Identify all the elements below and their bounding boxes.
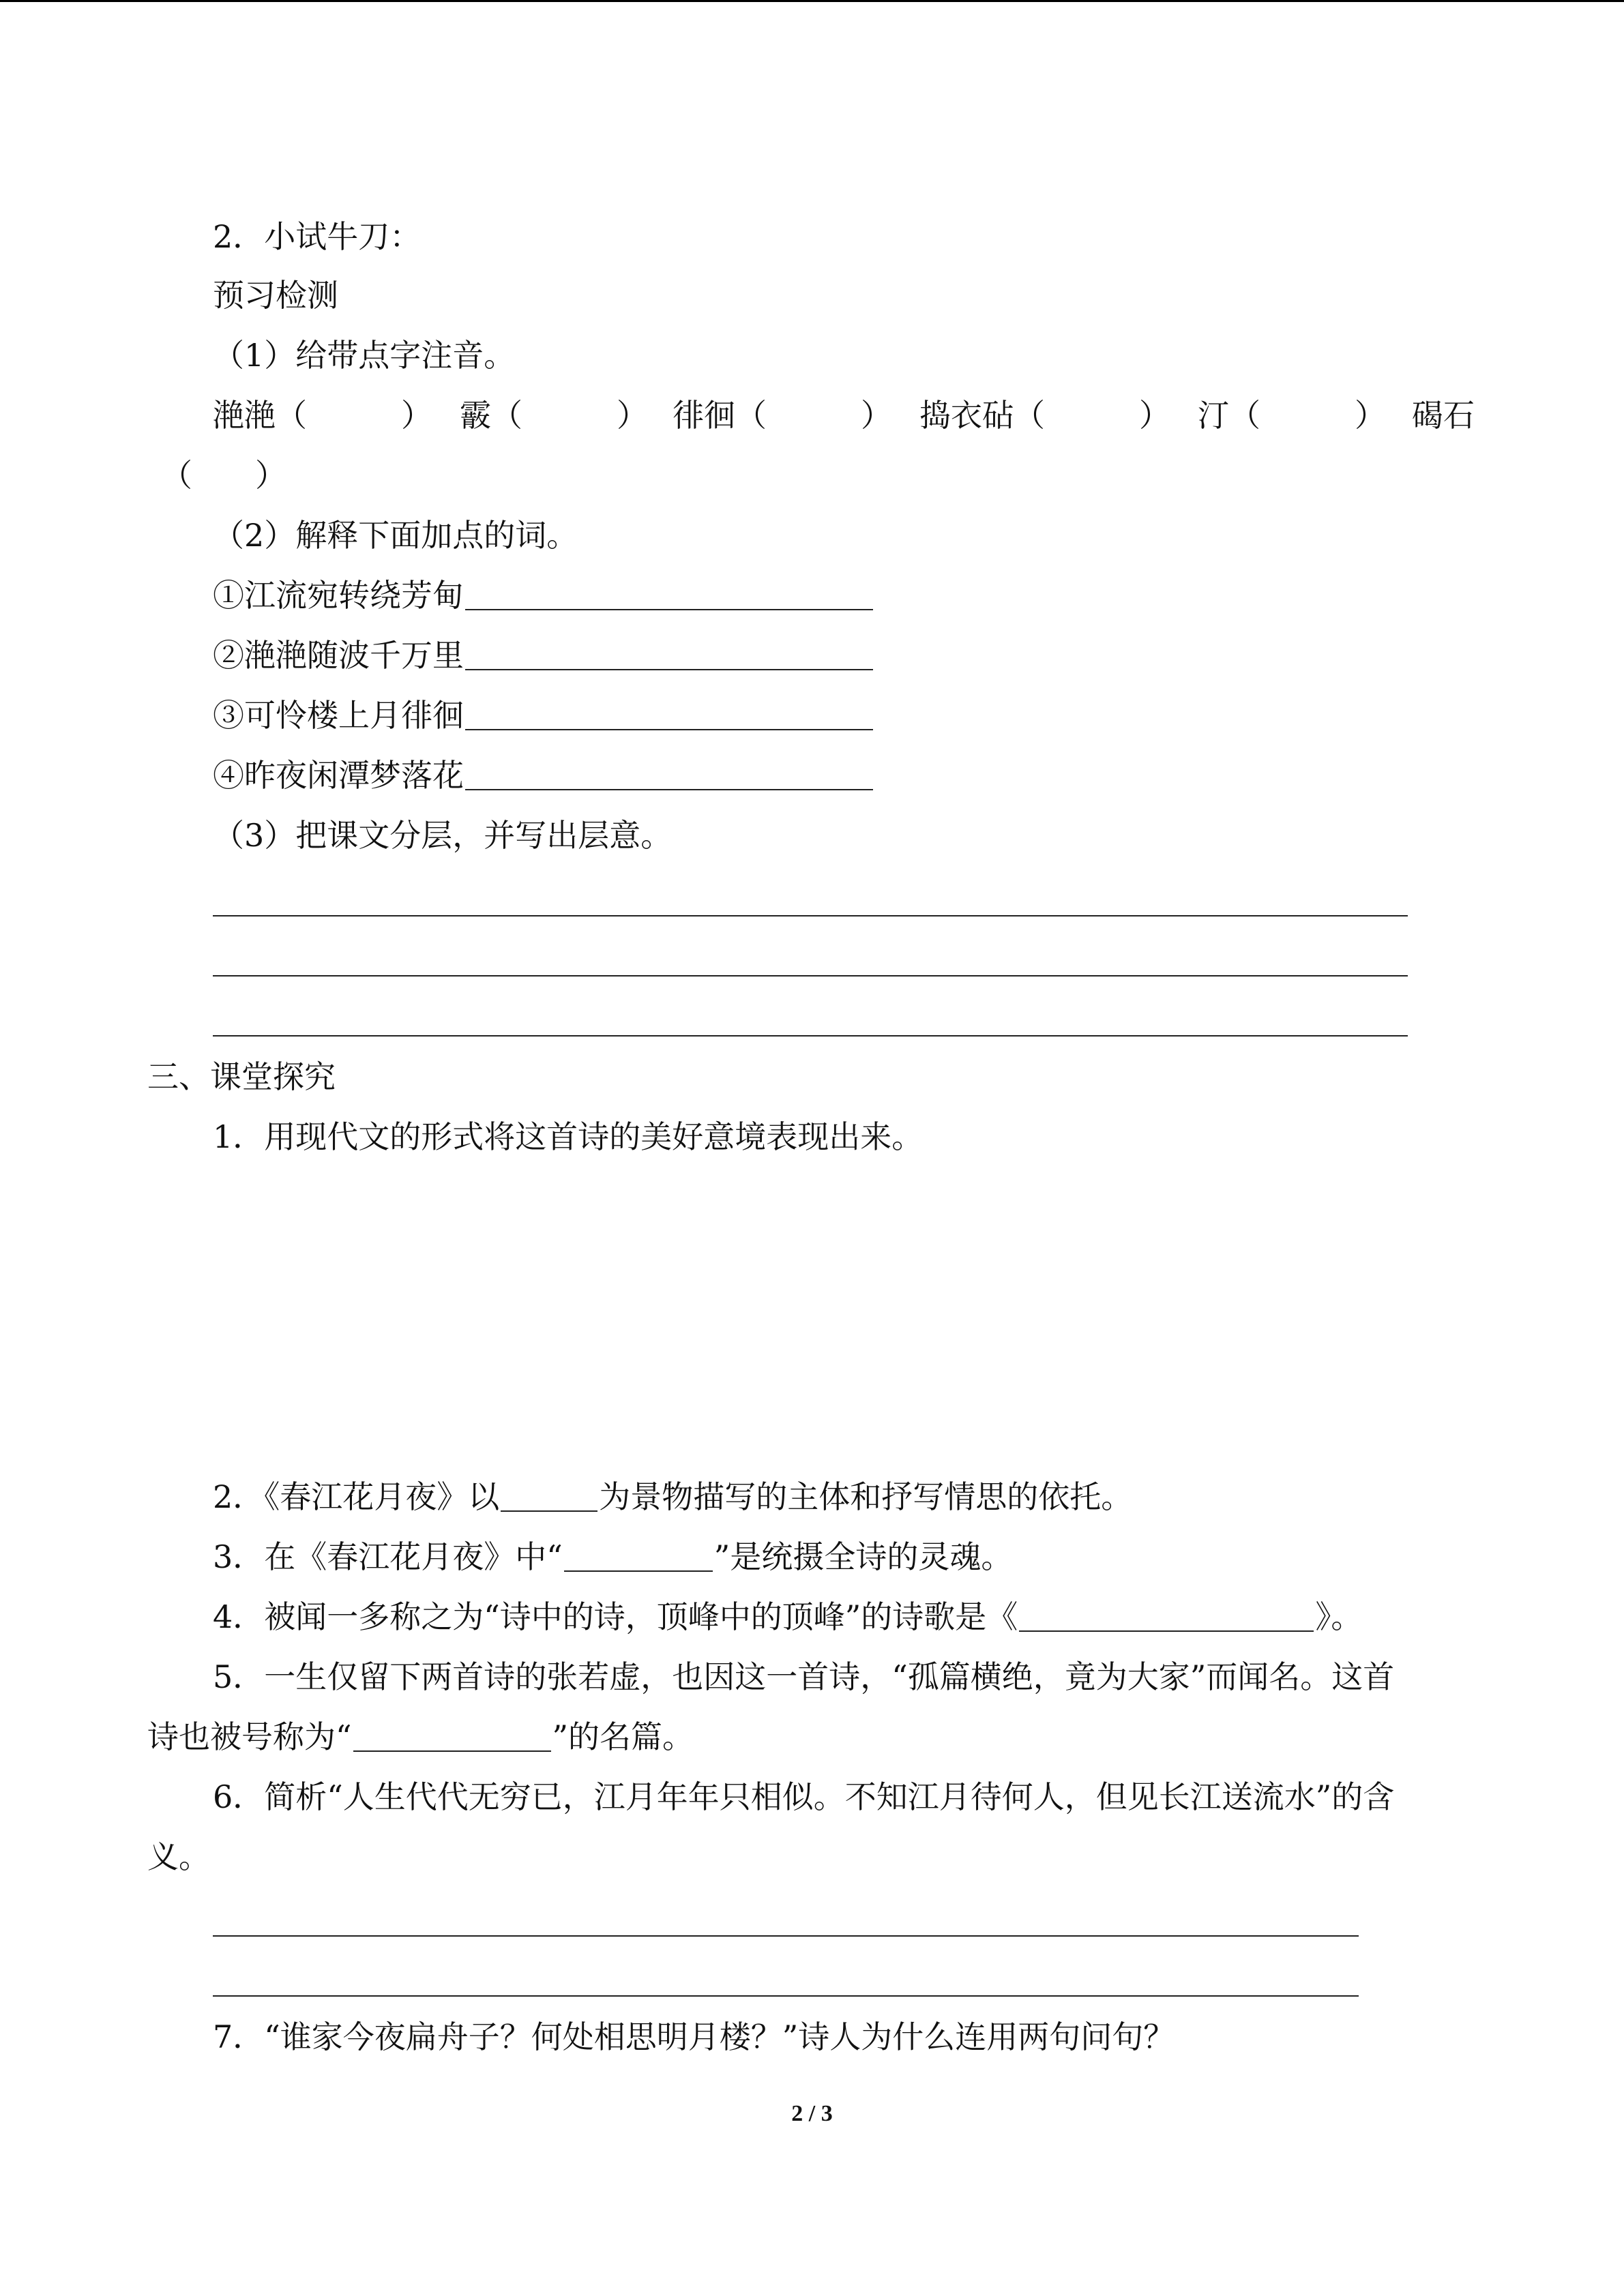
exploration-q2: 2．《春江花月夜》以 为景物描写的主体和抒写情思的依托。 bbox=[213, 1478, 1133, 1515]
pinyin-item: 霰（ ） bbox=[460, 397, 648, 434]
pinyin-item: 碣石 bbox=[1412, 397, 1475, 434]
answer-blank[interactable] bbox=[465, 643, 873, 670]
exploration-q4: 4．被闻一多称之为“诗中的诗，顶峰中的顶峰”的诗歌是《 》。 bbox=[213, 1598, 1363, 1635]
section-3-title: 三、课堂探究 bbox=[147, 1058, 336, 1095]
exploration-q7: 7．“谁家今夜扁舟子？何处相思明月楼？”诗人为什么连用两句问句？ bbox=[213, 2018, 1175, 2055]
explain-item: ③可怜楼上月徘徊 bbox=[213, 700, 874, 731]
question-2-title: （2）解释下面加点的词。 bbox=[213, 517, 578, 554]
answer-blank[interactable] bbox=[1019, 1605, 1314, 1632]
answer-blank[interactable] bbox=[465, 583, 873, 610]
pinyin-item: 汀（ ） bbox=[1198, 397, 1386, 434]
answer-line[interactable] bbox=[213, 1035, 1408, 1037]
explain-item: ④昨夜闲潭梦落花 bbox=[213, 760, 874, 791]
exploration-q5-cont: 诗也被号称为“ ”的名篇。 bbox=[147, 1718, 694, 1755]
explain-item: ②滟滟随波千万里 bbox=[213, 640, 874, 671]
preview-title: 预习检测 bbox=[213, 277, 338, 314]
answer-line[interactable] bbox=[213, 1995, 1359, 1997]
explain-item: ①江流宛转绕芳甸 bbox=[213, 580, 874, 611]
exploration-q5: 5．一生仅留下两首诗的张若虚，也因这一首诗，“孤篇横绝，竟为大家”而闻名。这首 bbox=[213, 1658, 1395, 1695]
answer-blank[interactable] bbox=[465, 703, 873, 730]
exploration-q1: 1．用现代文的形式将这首诗的美好意境表现出来。 bbox=[213, 1118, 924, 1155]
answer-blank[interactable] bbox=[353, 1725, 551, 1752]
pinyin-item: 捣衣砧（ ） bbox=[919, 397, 1170, 434]
answer-line[interactable] bbox=[213, 915, 1408, 916]
pinyin-item: 徘徊（ ） bbox=[673, 397, 892, 434]
exploration-q3: 3．在《春江花月夜》中“ ”是统摄全诗的灵魂。 bbox=[213, 1538, 1013, 1575]
pinyin-item: 滟滟（ ） bbox=[213, 397, 432, 434]
question-3-title: （3）把课文分层，并写出层意。 bbox=[213, 817, 673, 854]
exploration-q6-cont: 义。 bbox=[147, 1838, 210, 1875]
answer-line[interactable] bbox=[213, 1935, 1359, 1937]
page-top-border bbox=[0, 0, 1624, 2]
answer-blank[interactable] bbox=[465, 763, 873, 790]
exploration-q6: 6．简析“人生代代无穷已，江月年年只相似。不知江月待何人，但见长江送流水”的含 bbox=[213, 1778, 1395, 1815]
page-number: 2 / 3 bbox=[791, 2101, 833, 2126]
pinyin-wrap-paren: （ ） bbox=[161, 457, 286, 494]
section-2-title: 2．小试牛刀： bbox=[213, 218, 422, 255]
answer-line[interactable] bbox=[213, 975, 1408, 976]
answer-blank[interactable] bbox=[501, 1485, 597, 1512]
question-1-title: （1）给带点字注音。 bbox=[213, 337, 516, 374]
answer-blank[interactable] bbox=[564, 1545, 713, 1572]
